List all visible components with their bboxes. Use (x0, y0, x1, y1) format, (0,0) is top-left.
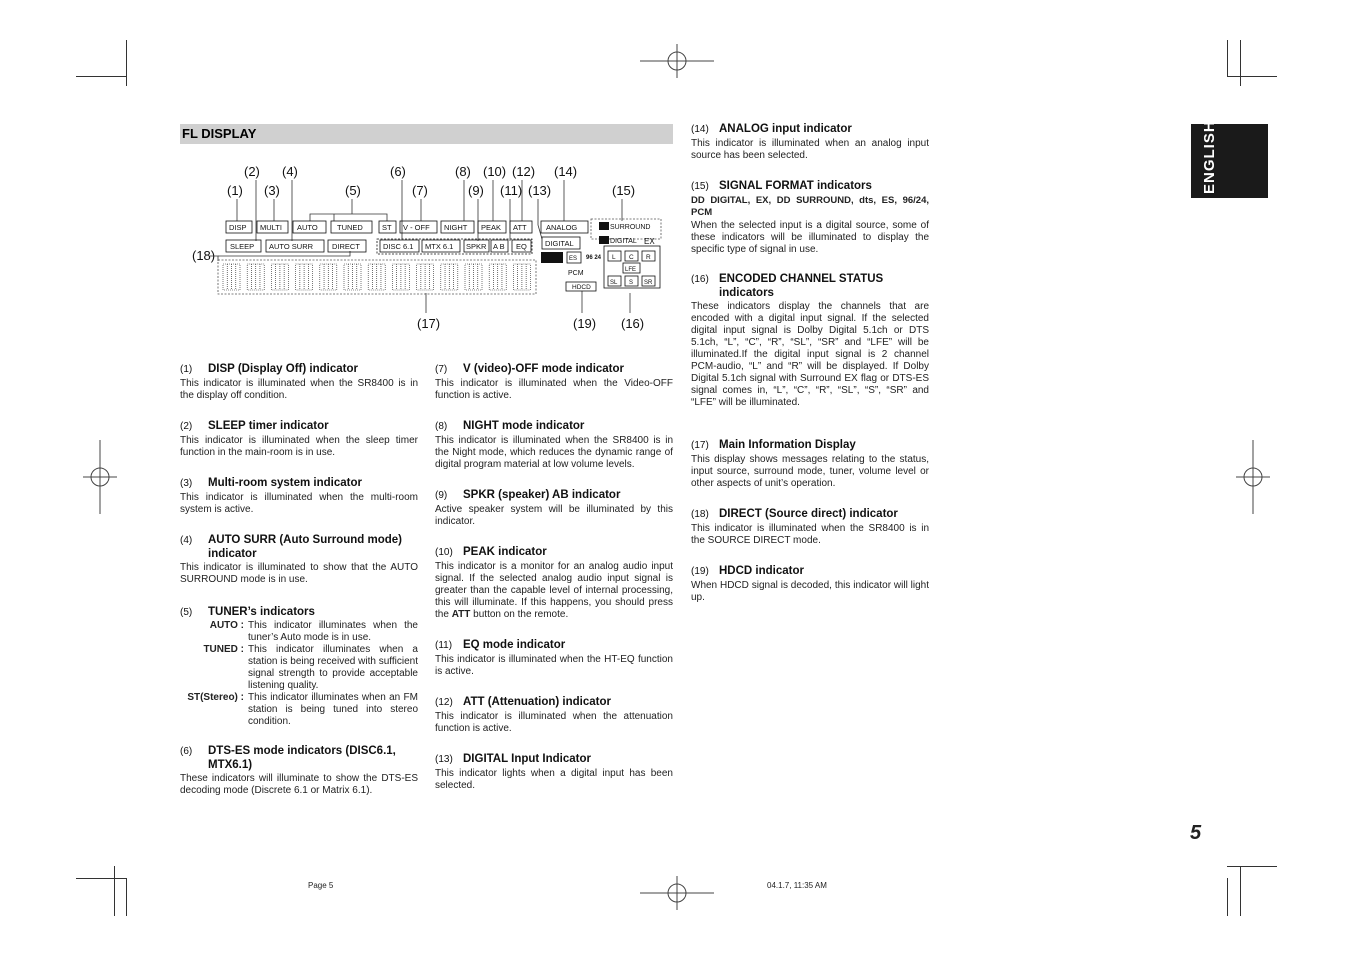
item-number: (7) (435, 364, 448, 375)
ind-rate: 96 24 (586, 255, 602, 261)
ind-night: NIGHT (444, 223, 468, 232)
item-title: DIGITAL Input Indicator (463, 753, 591, 765)
item-number: (15) (691, 181, 709, 192)
item-title: ATT (Attenuation) indicator (463, 696, 611, 708)
att-button-label: ATT (451, 609, 471, 620)
item-1 (180, 362, 418, 402)
fl-display-diagram (180, 155, 680, 340)
ind-disc61: DISC 6.1 (383, 242, 414, 251)
crop-mark (126, 76, 127, 86)
item-number: (6) (180, 746, 193, 757)
item-8 (435, 419, 673, 471)
ind-peak: PEAK (481, 223, 502, 232)
ind-ab: A B (493, 242, 505, 251)
item-text: This indicator is illuminated when the sleep timer function in the main-room is in use. (180, 435, 418, 458)
ind-sleep: SLEEP (230, 242, 255, 251)
dolby-digital-icon (599, 222, 609, 230)
item-text: This indicator is illuminated when the Video-OFF function is active. (435, 378, 673, 401)
callout-2: (2) (244, 164, 260, 179)
callout-5: (5) (345, 183, 361, 198)
item-title: ANALOG input indicator (719, 123, 852, 135)
item-number: (17) (691, 440, 709, 451)
page-number: 5 (1190, 822, 1202, 844)
ind-digital-2: DIGITAL (610, 238, 637, 245)
item-4 (180, 533, 418, 586)
item-number: (2) (180, 421, 193, 432)
callout-15: (15) (612, 183, 636, 198)
callout-14: (14) (554, 164, 578, 179)
ind-tuned: TUNED (337, 223, 363, 232)
ind-voff: V - OFF (403, 223, 430, 232)
callout-17: (17) (417, 316, 441, 331)
callout-7: (7) (412, 183, 428, 198)
registration-target-icon (1236, 440, 1270, 514)
ind-mtx61: MTX 6.1 (425, 242, 454, 251)
item-title: DTS-ES mode indicators (DISC6.1, MTX6.1) (208, 745, 396, 771)
item-title: NIGHT mode indicator (463, 420, 585, 432)
item-title: TUNER’s indicators (208, 606, 315, 618)
crop-mark (114, 866, 115, 916)
callout-12: (12) (512, 164, 536, 179)
ind-ch-sr: SR (644, 280, 653, 286)
item-number: (4) (180, 535, 193, 546)
item-number: (14) (691, 124, 709, 135)
item-title: V (video)-OFF mode indicator (463, 363, 625, 375)
crop-mark (1227, 878, 1228, 916)
ind-ch-sl: SL (610, 280, 618, 286)
tuner-text: This indicator illuminates when an FM station is being tuned into stereo condition. (248, 692, 418, 727)
language-tab (1191, 120, 1268, 198)
item-text: This indicator lights when a digital input has been selected. (435, 768, 673, 791)
item-subtitle: DD DIGITAL, EX, DD SURROUND, dts, ES, 96/24, PCM (691, 195, 929, 218)
item-3 (180, 476, 418, 516)
section-title: FL DISPLAY (182, 126, 257, 141)
item-9 (435, 488, 673, 528)
callout-11: (11) (500, 183, 523, 198)
item-18 (691, 507, 929, 547)
item-text: When HDCD signal is decoded, this indicator will light up. (691, 580, 929, 603)
tuner-text: This indicator illuminates when a station is being received with sufficient signal strength to provide acceptable listening quality. (248, 644, 418, 691)
ind-analog: ANALOG (546, 223, 578, 232)
item-6 (180, 744, 418, 797)
item-title: SPKR (speaker) AB indicator (463, 489, 621, 501)
item-title: ENCODED CHANNEL STATUS indicators (719, 273, 884, 299)
callout-13: (13) (528, 183, 552, 198)
item-10 (435, 545, 673, 621)
item-text: This indicator is illuminated to show that the AUTO SURROUND mode is in use. (180, 562, 418, 585)
ind-ch-l: L (612, 254, 616, 261)
language-label: ENGLISH (1201, 120, 1218, 194)
crop-mark (76, 76, 126, 77)
item-7 (435, 362, 673, 402)
item-number: (12) (435, 697, 453, 708)
item-number: (8) (435, 421, 448, 432)
registration-target-icon (640, 876, 714, 910)
item-text-part: This indicator is a monitor for an analog audio input signal. If the selected analog audio input signal is greater than the capable level of internal processing, this will illuminate. If this happens, you should press the (435, 561, 673, 620)
ind-multi: MULTI (260, 223, 282, 232)
dolby-digital-icon (599, 236, 609, 244)
item-text: This indicator is illuminated when the SR8400 is in the Night mode, which reduces the dynamic range of digital program material at low volume levels. (435, 435, 673, 470)
item-text: This display shows messages relating to the status, input source, surround mode, tuner, volume level or other aspects of unit’s operation. (691, 454, 929, 489)
item-12 (435, 695, 673, 735)
item-text: These indicators will illuminate to show the DTS-ES decoding mode (Discrete 6.1 or Matrix 6.1). (180, 773, 418, 796)
item-text (435, 561, 673, 621)
tuner-text: This indicator illuminates when the tuner’s Auto mode is in use. (248, 620, 418, 643)
item-text: This indicator is illuminated when the SR8400 is in the SOURCE DIRECT mode. (691, 523, 929, 546)
item-title: DIRECT (Source direct) indicator (719, 508, 898, 520)
item-title: Main Information Display (719, 439, 856, 451)
item-title: AUTO SURR (Auto Surround mode) indicator (208, 534, 402, 560)
tuner-key: TUNED : (203, 644, 244, 655)
callout-18: (18) (192, 248, 216, 263)
item-5 (180, 605, 418, 728)
crop-mark (126, 878, 127, 916)
section-header (180, 124, 673, 144)
item-number: (19) (691, 566, 709, 577)
callout-3: (3) (264, 183, 280, 198)
ind-ex: EX (644, 237, 655, 246)
callout-16: (16) (621, 316, 645, 331)
item-number: (13) (435, 754, 453, 765)
tuner-key: AUTO : (209, 620, 244, 631)
callout-1: (1) (227, 183, 243, 198)
footer-left: Page 5 (308, 881, 334, 890)
item-11 (435, 638, 673, 678)
item-title: SIGNAL FORMAT indicators (719, 180, 872, 192)
item-14 (691, 122, 929, 162)
ind-ch-lfe: LFE (625, 267, 637, 273)
ind-st: ST (382, 223, 392, 232)
item-number: (16) (691, 274, 709, 285)
ind-es: ES (569, 256, 578, 262)
ind-auto: AUTO (297, 223, 318, 232)
item-15 (691, 179, 929, 256)
callout-6: (6) (390, 164, 406, 179)
ind-ch-s: S (629, 280, 634, 286)
ind-ch-r: R (646, 254, 651, 261)
item-text: Active speaker system will be illuminated by this indicator. (435, 504, 673, 527)
dts-icon (541, 252, 563, 263)
item-text: This indicator is illuminated when an analog input source has been selected. (691, 138, 929, 161)
callout-9: (9) (468, 183, 484, 198)
item-title: PEAK indicator (463, 546, 547, 558)
item-title: Multi-room system indicator (208, 477, 362, 489)
ind-spkr: SPKR (466, 242, 487, 251)
item-title: HDCD indicator (719, 565, 804, 577)
registration-target-icon (83, 440, 117, 514)
item-title: DISP (Display Off) indicator (208, 363, 358, 375)
item-13 (435, 752, 673, 792)
item-text: These indicators display the channels that are encoded with a digital input signal. If the selected digital input signal is Dolby Digital 5.1ch or DTS 5.1ch, “L”, “C”, “R”, “SL”, “SR” and “LFE” will be illuminated.If the digital input signal is 2 channel PCM-audio, “L” and “R” will be displayed. If Dolby Digital 5.1ch signal with Surround EX flag or DTS-ES signal comes in, “L”, “C”, “R”, “SL”, “S”, “SR” and “LFE” will be illuminated. (691, 301, 929, 408)
item-text: This indicator is illuminated when the multi-room system is active. (180, 492, 418, 515)
ind-hdcd: HDCD (572, 284, 591, 291)
item-title: SLEEP timer indicator (208, 420, 329, 432)
item-text: This indicator is illuminated when the HT-EQ function is active. (435, 654, 673, 677)
item-number: (18) (691, 509, 709, 520)
crop-mark (1227, 40, 1228, 76)
crop-mark (1227, 866, 1277, 867)
crop-mark (1227, 76, 1277, 77)
item-text: This indicator is illuminated when the SR8400 is in the display off condition. (180, 378, 418, 401)
ind-auto-surr: AUTO SURR (269, 242, 314, 251)
callout-19: (19) (573, 316, 597, 331)
ind-digital: DIGITAL (545, 239, 574, 248)
item-19 (691, 564, 929, 604)
item-text-part: button on the remote. (470, 609, 569, 620)
item-title: EQ mode indicator (463, 639, 566, 651)
tuner-key: ST(Stereo) : (187, 692, 244, 703)
item-number: (9) (435, 490, 448, 501)
ind-ch-c: C (629, 254, 634, 261)
crop-mark (126, 40, 127, 76)
ind-att: ATT (513, 223, 527, 232)
crop-mark (76, 878, 126, 879)
main-information-display (223, 264, 530, 290)
callout-10: (10) (483, 164, 507, 179)
item-text: This indicator is illuminated when the attenuation function is active. (435, 711, 673, 734)
item-number: (5) (180, 607, 193, 618)
crop-mark (1240, 40, 1241, 86)
item-17 (691, 438, 929, 490)
ind-pcm: PCM (568, 270, 584, 277)
ind-direct: DIRECT (332, 242, 360, 251)
callout-8: (8) (455, 164, 471, 179)
item-2 (180, 419, 418, 459)
item-16 (691, 272, 929, 409)
item-number: (1) (180, 364, 193, 375)
crop-mark (1240, 866, 1241, 916)
item-text: When the selected input is a digital source, some of these indicators will be illuminated to display the specific type of signal in use. (691, 220, 929, 255)
item-number: (3) (180, 478, 193, 489)
registration-target-icon (640, 44, 714, 78)
ind-surround: SURROUND (610, 224, 651, 231)
callout-4: (4) (282, 164, 298, 179)
item-number: (10) (435, 547, 453, 558)
footer-right: 04.1.7, 11:35 AM (767, 881, 827, 890)
item-number: (11) (435, 640, 453, 651)
ind-disp: DISP (229, 223, 247, 232)
ind-eq: EQ (516, 242, 527, 251)
